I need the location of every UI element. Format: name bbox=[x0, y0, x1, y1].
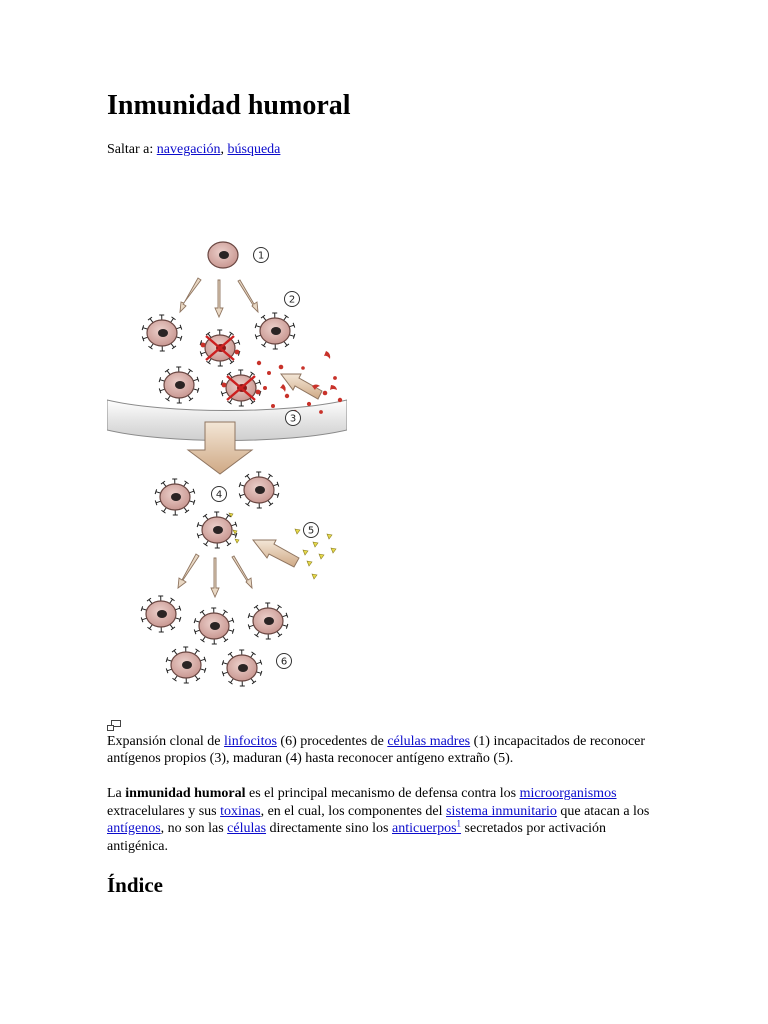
step-label-5 bbox=[304, 523, 319, 538]
link-antigenos[interactable]: antígenos bbox=[107, 821, 161, 836]
lymphocyte-cell bbox=[222, 650, 262, 686]
term-bold: inmunidad humoral bbox=[125, 786, 246, 801]
paragraph-text: , en el cual, los componentes del bbox=[260, 803, 447, 819]
lymphocyte-cell bbox=[166, 647, 206, 683]
figure-caption bbox=[107, 733, 667, 767]
paragraph-text: La bbox=[107, 786, 126, 801]
link-linfocitos[interactable]: linfocitos bbox=[224, 734, 277, 749]
link-anticuerpos-text: anticuerpos bbox=[392, 821, 457, 836]
step-label-3 bbox=[286, 411, 301, 426]
paragraph-text: , no son las bbox=[160, 821, 228, 836]
link-celulas-madres[interactable]: células madres bbox=[387, 734, 471, 749]
navigation-link[interactable]: navegación bbox=[156, 142, 221, 157]
paragraph-text: extracelulares y sus bbox=[107, 803, 221, 819]
link-toxinas[interactable]: toxinas bbox=[220, 803, 261, 819]
paragraph-text: es el principal mecanismo de defensa contra los bbox=[245, 786, 520, 801]
link-sistema-inmunitario[interactable]: sistema inmunitario bbox=[446, 803, 557, 819]
antigen-arrow-foreign bbox=[253, 540, 299, 567]
lymphocyte-cell bbox=[248, 603, 288, 639]
svg-text:4: 4 bbox=[215, 489, 223, 501]
caption-text: (6) procedentes de bbox=[276, 734, 388, 749]
lymphocyte-cell bbox=[155, 479, 195, 515]
reference-1[interactable]: 1 bbox=[456, 818, 462, 829]
page-title: Inmunidad humoral bbox=[107, 90, 351, 121]
lymphocyte-cell bbox=[141, 596, 181, 632]
step-label-4 bbox=[212, 487, 227, 502]
paragraph-text: que atacan a los bbox=[556, 803, 650, 819]
magnify-clip-icon[interactable] bbox=[107, 720, 121, 731]
step-label-2 bbox=[285, 292, 300, 307]
lymphocyte-cell bbox=[194, 608, 234, 644]
link-celulas[interactable]: células bbox=[227, 821, 267, 836]
paragraph-text: directamente sino los bbox=[266, 821, 392, 836]
svg-text:6: 6 bbox=[280, 656, 288, 668]
lymphocyte-cell bbox=[208, 242, 238, 268]
clonal-expansion-figure[interactable] bbox=[107, 228, 347, 688]
lymphocyte-cell bbox=[142, 315, 182, 351]
step-label-6 bbox=[277, 654, 292, 669]
search-link[interactable]: búsqueda bbox=[227, 142, 281, 157]
svg-text:1: 1 bbox=[257, 250, 265, 262]
step-label-1 bbox=[254, 248, 269, 263]
lymphocyte-cell bbox=[255, 313, 295, 349]
link-anticuerpos[interactable] bbox=[392, 818, 462, 836]
divergence-arrows-top bbox=[180, 278, 258, 317]
jump-separator: , bbox=[220, 142, 225, 157]
deleted-cell bbox=[221, 370, 261, 406]
paragraph-text: secretados por activación antigénica. bbox=[107, 821, 607, 854]
deleted-cell bbox=[200, 330, 240, 366]
svg-text:2: 2 bbox=[288, 294, 296, 306]
intro-paragraph bbox=[107, 785, 667, 855]
lymphocyte-cell bbox=[239, 472, 279, 508]
caption-text: (1) incapacitados de reconocer antígenos propios (3), maduran (4) hasta reconocer antígeno extraño (5). bbox=[107, 734, 646, 766]
lymphocyte-cell bbox=[159, 367, 199, 403]
svg-text:3: 3 bbox=[289, 413, 297, 425]
link-microorganismos[interactable]: microorganismos bbox=[519, 786, 617, 801]
jump-links bbox=[107, 141, 280, 159]
caption-text: Expansión clonal de bbox=[107, 734, 225, 749]
svg-text:5: 5 bbox=[307, 525, 315, 537]
divergence-arrows-bottom bbox=[178, 554, 252, 597]
toc-heading: Índice bbox=[107, 873, 164, 897]
jump-prefix: Saltar a: bbox=[107, 142, 154, 157]
